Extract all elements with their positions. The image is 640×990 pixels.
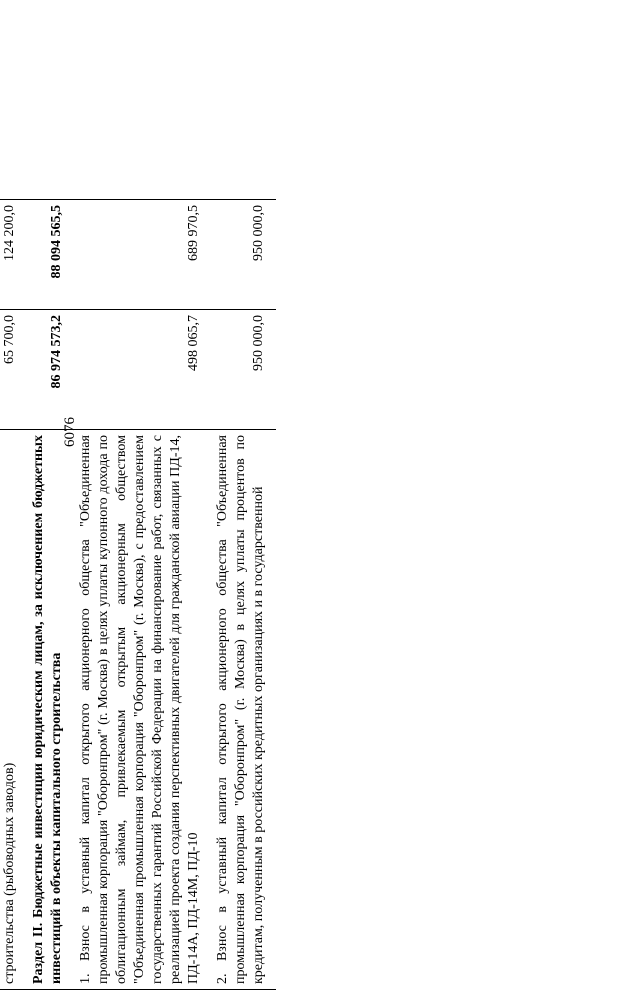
row-value-2016: 689 970,5 (74, 200, 211, 310)
row-value-2016: 124 200,0 (0, 200, 27, 310)
row-value-2015: 498 065,7 (74, 310, 211, 430)
row-name: строительства (рыбоводных заводов) (0, 430, 27, 990)
row-value-2015: 65 700,0 (0, 310, 27, 430)
row-value-2016: 950 000,0 (211, 200, 276, 310)
row-name: 1. Взнос в уставный капитал открытого акционерного общества "Объединенная промышленная корпорация "Оборонпром" (г. Москва) в целях уплаты купонного дохода по облигационным займам, привлекаемым открытым акционерным обществом "Объединенная промышленная корпорация "Оборонпром" (г. Москва), с предоставлением государственных гарантий Российской Федерации на финансирование работ, связанных с реализацией проекта создания перспективных двигателей для гражданской авиации ПД-14, ПД-14А, ПД-14М, ПД-10 (74, 430, 211, 990)
section-total-2015: 86 974 573,2 (27, 310, 74, 430)
section-title: Раздел II. Бюджетные инвестиции юридическим лицам, за исключением бюджетных инвестиций в объекты капитального строительства (27, 430, 74, 990)
section-row (27, 200, 74, 990)
rotated-table-container (0, 200, 375, 990)
investment-table (0, 199, 276, 990)
page-number: 6076 (62, 417, 78, 447)
row-value-2015: 950 000,0 (211, 310, 276, 430)
table-row (211, 200, 276, 990)
section-total-2016: 88 094 565,5 (27, 200, 74, 310)
table-row (0, 200, 27, 990)
row-name: 2. Взнос в уставный капитал открытого акционерного общества "Объединенная промышленная корпорация "Оборонпром" (г. Москва) в целях уплаты процентов по кредитам, полученным в российских кредитных организациях и в государственной (211, 430, 276, 990)
table-row (74, 200, 211, 990)
